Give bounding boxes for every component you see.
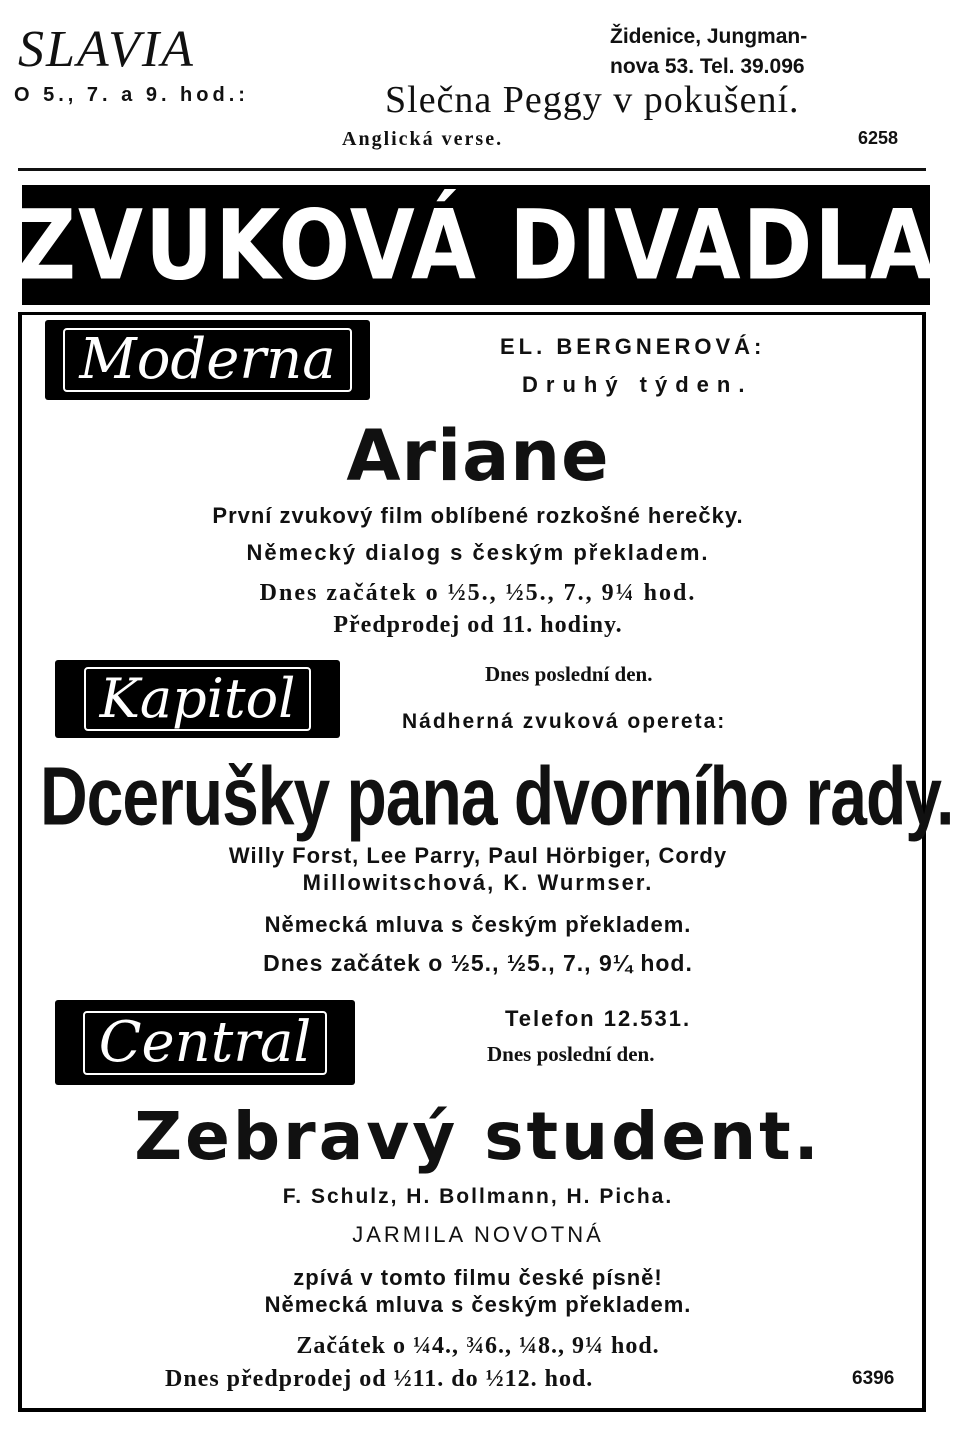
slavia-language: Anglická verse. bbox=[342, 128, 504, 150]
central-phone: Telefon 12.531. bbox=[505, 1006, 692, 1031]
moderna-line1: První zvukový film oblíbené rozkošné herečky. bbox=[212, 503, 744, 528]
slavia-times: O 5., 7. a 9. hod.: bbox=[14, 84, 249, 106]
central-cast: F. Schulz, H. Bollmann, H. Picha. bbox=[282, 1185, 674, 1208]
central-times: Začátek o ¼4., ¾6., ¼8., 9¼ hod. bbox=[296, 1333, 660, 1359]
kapitol-cast-line1: Willy Forst, Lee Parry, Paul Hörbiger, Cordy bbox=[228, 843, 728, 868]
central-presale: Dnes předprodej od ½11. do ½12. hod. bbox=[165, 1366, 594, 1392]
central-film-title: Zebravý student. bbox=[134, 1098, 822, 1175]
central-logo-text: Central bbox=[83, 1011, 328, 1075]
kapitol-logo-text: Kapitol bbox=[84, 667, 312, 731]
kapitol-logo bbox=[55, 660, 340, 738]
moderna-actress: EL. BERGNEROVÁ: bbox=[500, 334, 766, 359]
slavia-address-line2: nova 53. Tel. 39.096 bbox=[610, 55, 805, 78]
banner bbox=[15, 185, 937, 305]
slavia-address bbox=[610, 22, 930, 82]
kapitol-genre: Nádherná zvuková opereta: bbox=[402, 710, 727, 733]
moderna-logo-text: Moderna bbox=[63, 328, 351, 392]
central-ad-number: 6396 bbox=[852, 1368, 895, 1389]
kapitol-film-title: Dcerušky pana dvorního rady. bbox=[40, 749, 954, 842]
slavia-film-title: Slečna Peggy v pokušení. bbox=[385, 79, 800, 121]
moderna-film-title: Ariane bbox=[346, 415, 610, 497]
kapitol-language: Německá mluva s českým překladem. bbox=[264, 912, 692, 937]
moderna-line2: Německý dialog s českým překladem. bbox=[246, 540, 710, 565]
moderna-week: Druhý týden. bbox=[522, 372, 753, 397]
central-star: JARMILA NOVOTNÁ bbox=[352, 1222, 604, 1247]
moderna-logo bbox=[45, 320, 370, 400]
central-logo bbox=[55, 1000, 355, 1085]
kapitol-times: Dnes začátek o ½5., ½5., 7., 9¼ hod. bbox=[263, 950, 693, 976]
slavia-title: SLAVIA bbox=[18, 21, 195, 78]
moderna-line3: Dnes začátek o ½5., ½5., 7., 9¼ hod. bbox=[259, 580, 697, 606]
central-last-day: Dnes poslední den. bbox=[487, 1042, 655, 1066]
kapitol-cast-line2: Millowitschová, K. Wurmser. bbox=[302, 870, 654, 895]
moderna-line4: Předprodej od 11. hodiny. bbox=[333, 612, 623, 638]
divider bbox=[18, 168, 926, 171]
kapitol-last-day: Dnes poslední den. bbox=[485, 662, 653, 686]
slavia-ad-number: 6258 bbox=[858, 128, 899, 148]
slavia-address-line1: Židenice, Jungman- bbox=[610, 25, 808, 48]
central-songs: zpívá v tomto filmu české písně! bbox=[293, 1265, 663, 1290]
banner-title: ZVUKOVÁ DIVADLA bbox=[15, 188, 937, 302]
central-language: Německá mluva s českým překladem. bbox=[264, 1292, 692, 1317]
